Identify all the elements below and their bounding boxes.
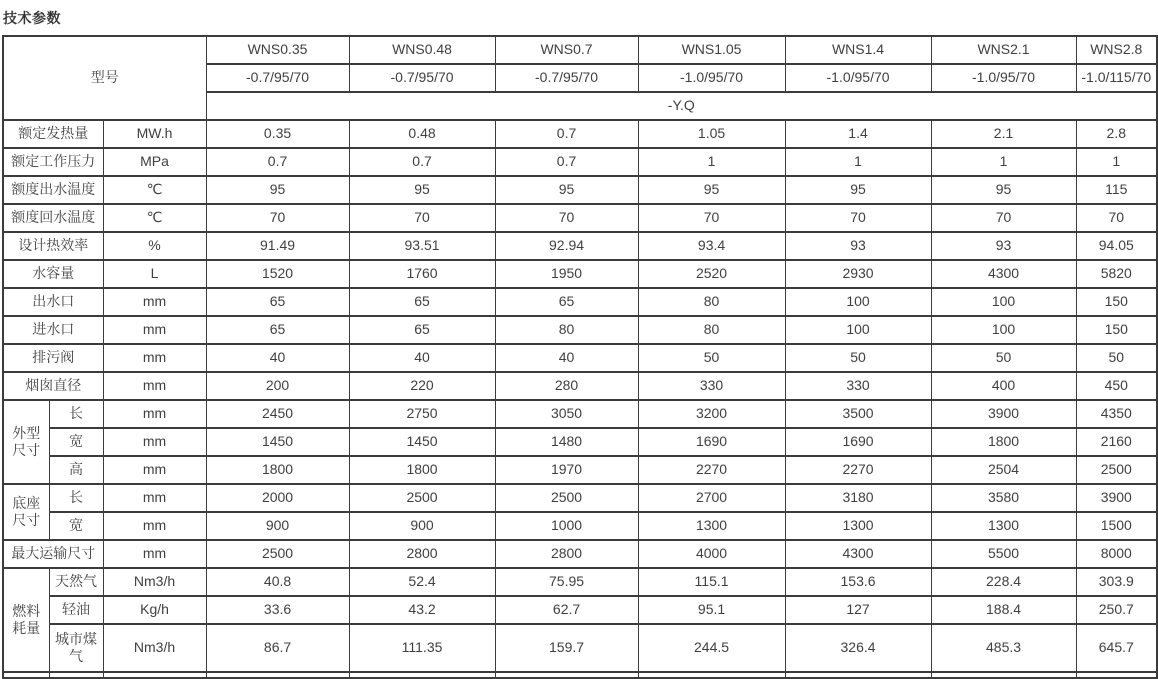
value-cell: 3580: [931, 484, 1076, 512]
table-row: [3, 624, 1157, 672]
value-cell: 200: [206, 372, 349, 400]
value-cell: 280: [495, 372, 638, 400]
value-cell: 485.3: [931, 624, 1076, 672]
row-unit: %: [103, 232, 206, 260]
row-label: 宽: [49, 428, 103, 456]
row-unit: MW.h: [103, 120, 206, 148]
value-cell: 1480: [495, 428, 638, 456]
value-cell: 2270: [638, 456, 785, 484]
value-cell: 65: [495, 288, 638, 316]
fuel-code-cell: -Y.Q: [206, 92, 1157, 120]
value-cell: 1: [638, 148, 785, 176]
value-cell: 50: [785, 344, 931, 372]
value-cell: 65: [206, 288, 349, 316]
empty-cell: [49, 672, 103, 678]
page-title: 技术参数: [3, 10, 61, 26]
value-cell: 1300: [785, 512, 931, 540]
row-label: 长: [49, 400, 103, 428]
model-name-cell: WNS1.05: [638, 36, 785, 64]
value-cell: 95: [349, 176, 495, 204]
empty-cell: [103, 672, 206, 678]
row-unit: Kg/h: [103, 596, 206, 624]
value-cell: 70: [1076, 204, 1157, 232]
table-row: [3, 568, 1157, 596]
table-row: [3, 120, 1157, 148]
table-row: [3, 372, 1157, 400]
value-cell: 52.4: [349, 568, 495, 596]
value-cell: 1690: [638, 428, 785, 456]
model-spec-cell: -0.7/95/70: [495, 64, 638, 92]
value-cell: 95: [785, 176, 931, 204]
row-unit: mm: [103, 400, 206, 428]
row-group-label: 燃料耗量: [3, 568, 49, 672]
value-cell: 100: [785, 316, 931, 344]
model-name-cell: WNS0.48: [349, 36, 495, 64]
value-cell: 1520: [206, 260, 349, 288]
model-spec-cell: -1.0/95/70: [931, 64, 1076, 92]
value-cell: 70: [638, 204, 785, 232]
value-cell: 95: [638, 176, 785, 204]
value-cell: 188.4: [931, 596, 1076, 624]
value-cell: 95: [931, 176, 1076, 204]
value-cell: 100: [785, 288, 931, 316]
row-label: 长: [49, 484, 103, 512]
row-unit: mm: [103, 316, 206, 344]
row-label: 额定工作压力: [3, 148, 103, 176]
value-cell: 111.35: [349, 624, 495, 672]
value-cell: 80: [495, 316, 638, 344]
value-cell: 65: [206, 316, 349, 344]
row-label: 高: [49, 456, 103, 484]
model-spec-cell: -1.0/115/70: [1076, 64, 1157, 92]
value-cell: 250.7: [1076, 596, 1157, 624]
table-row: [3, 232, 1157, 260]
value-cell: 4300: [785, 540, 931, 568]
row-unit: mm: [103, 540, 206, 568]
value-cell: 2500: [495, 484, 638, 512]
value-cell: 40.8: [206, 568, 349, 596]
value-cell: 5500: [931, 540, 1076, 568]
value-cell: 62.7: [495, 596, 638, 624]
value-cell: 1300: [638, 512, 785, 540]
table-row: [3, 512, 1157, 540]
table-row: [3, 344, 1157, 372]
value-cell: 92.94: [495, 232, 638, 260]
model-spec-cell: -1.0/95/70: [785, 64, 931, 92]
value-cell: 326.4: [785, 624, 931, 672]
row-label: 宽: [49, 512, 103, 540]
value-cell: 65: [349, 316, 495, 344]
value-cell: 1.4: [785, 120, 931, 148]
row-unit: mm: [103, 288, 206, 316]
value-cell: 228.4: [931, 568, 1076, 596]
value-cell: 115: [1076, 176, 1157, 204]
value-cell: 1450: [206, 428, 349, 456]
value-cell: 75.95: [495, 568, 638, 596]
value-cell: 1970: [495, 456, 638, 484]
value-cell: 4350: [1076, 400, 1157, 428]
value-cell: 95: [206, 176, 349, 204]
table-row: [3, 428, 1157, 456]
empty-cell: [638, 672, 785, 678]
value-cell: 50: [638, 344, 785, 372]
table-row: [3, 484, 1157, 512]
row-label: 设计热效率: [3, 232, 103, 260]
empty-cell: [785, 672, 931, 678]
value-cell: 70: [349, 204, 495, 232]
value-cell: 95.1: [638, 596, 785, 624]
value-cell: 3180: [785, 484, 931, 512]
value-cell: 0.7: [206, 148, 349, 176]
value-cell: 0.7: [349, 148, 495, 176]
value-cell: 2450: [206, 400, 349, 428]
value-cell: 2930: [785, 260, 931, 288]
value-cell: 1: [1076, 148, 1157, 176]
value-cell: 1: [931, 148, 1076, 176]
value-cell: 2500: [349, 484, 495, 512]
value-cell: 303.9: [1076, 568, 1157, 596]
row-label: 水容量: [3, 260, 103, 288]
table-row: [3, 260, 1157, 288]
table-row: [3, 400, 1157, 428]
row-label: 轻油: [49, 596, 103, 624]
value-cell: 4000: [638, 540, 785, 568]
table-row: [3, 148, 1157, 176]
model-name-cell: WNS0.35: [206, 36, 349, 64]
value-cell: 1450: [349, 428, 495, 456]
row-unit: Nm3/h: [103, 624, 206, 672]
value-cell: 100: [931, 316, 1076, 344]
value-cell: 94.05: [1076, 232, 1157, 260]
value-cell: 330: [638, 372, 785, 400]
value-cell: 33.6: [206, 596, 349, 624]
value-cell: 86.7: [206, 624, 349, 672]
table-body: [3, 120, 1157, 678]
empty-cell: [931, 672, 1076, 678]
value-cell: 2000: [206, 484, 349, 512]
table-row: [3, 288, 1157, 316]
value-cell: 8000: [1076, 540, 1157, 568]
row-unit: mm: [103, 456, 206, 484]
empty-cell: [1076, 672, 1157, 678]
value-cell: 4300: [931, 260, 1076, 288]
technical-parameters-table: [2, 35, 1158, 679]
value-cell: 1800: [349, 456, 495, 484]
value-cell: 1.05: [638, 120, 785, 148]
value-cell: 3500: [785, 400, 931, 428]
value-cell: 40: [495, 344, 638, 372]
value-cell: 80: [638, 288, 785, 316]
table-header: [3, 36, 1157, 120]
header-row-models: [3, 36, 1157, 64]
value-cell: 1760: [349, 260, 495, 288]
value-cell: 1300: [931, 512, 1076, 540]
value-cell: 159.7: [495, 624, 638, 672]
row-unit: ℃: [103, 204, 206, 232]
table-row: [3, 176, 1157, 204]
value-cell: 80: [638, 316, 785, 344]
table-row: [3, 596, 1157, 624]
value-cell: 2750: [349, 400, 495, 428]
row-label: 进水口: [3, 316, 103, 344]
value-cell: 150: [1076, 316, 1157, 344]
row-group-label: 外型尺寸: [3, 400, 49, 484]
value-cell: 70: [785, 204, 931, 232]
value-cell: 93.4: [638, 232, 785, 260]
value-cell: 95: [495, 176, 638, 204]
row-unit: mm: [103, 344, 206, 372]
value-cell: 93: [931, 232, 1076, 260]
value-cell: 3200: [638, 400, 785, 428]
table-row: [3, 456, 1157, 484]
value-cell: 900: [349, 512, 495, 540]
row-label: 额定发热量: [3, 120, 103, 148]
value-cell: 2160: [1076, 428, 1157, 456]
model-spec-cell: -0.7/95/70: [349, 64, 495, 92]
model-header-cell: 型号: [3, 36, 206, 120]
value-cell: 0.35: [206, 120, 349, 148]
value-cell: 70: [206, 204, 349, 232]
value-cell: 0.48: [349, 120, 495, 148]
value-cell: 100: [931, 288, 1076, 316]
value-cell: 1800: [931, 428, 1076, 456]
value-cell: 0.7: [495, 148, 638, 176]
value-cell: 1950: [495, 260, 638, 288]
row-unit: Nm3/h: [103, 568, 206, 596]
empty-cell: [206, 672, 349, 678]
value-cell: 70: [495, 204, 638, 232]
value-cell: 127: [785, 596, 931, 624]
table-row: [3, 204, 1157, 232]
value-cell: 93: [785, 232, 931, 260]
value-cell: 65: [349, 288, 495, 316]
value-cell: 1: [785, 148, 931, 176]
value-cell: 40: [349, 344, 495, 372]
value-cell: 153.6: [785, 568, 931, 596]
value-cell: 2520: [638, 260, 785, 288]
row-unit: ℃: [103, 176, 206, 204]
row-unit: L: [103, 260, 206, 288]
value-cell: 1690: [785, 428, 931, 456]
value-cell: 5820: [1076, 260, 1157, 288]
value-cell: 91.49: [206, 232, 349, 260]
value-cell: 2700: [638, 484, 785, 512]
row-label: 额度出水温度: [3, 176, 103, 204]
row-label: 天然气: [49, 568, 103, 596]
value-cell: 2.1: [931, 120, 1076, 148]
value-cell: 40: [206, 344, 349, 372]
value-cell: 1800: [206, 456, 349, 484]
value-cell: 330: [785, 372, 931, 400]
value-cell: 150: [1076, 288, 1157, 316]
value-cell: 2504: [931, 456, 1076, 484]
value-cell: 220: [349, 372, 495, 400]
table-row: [3, 316, 1157, 344]
value-cell: 2.8: [1076, 120, 1157, 148]
empty-cell: [495, 672, 638, 678]
value-cell: 2800: [495, 540, 638, 568]
row-unit: MPa: [103, 148, 206, 176]
empty-cell: [3, 672, 49, 678]
model-spec-cell: -0.7/95/70: [206, 64, 349, 92]
model-spec-cell: -1.0/95/70: [638, 64, 785, 92]
row-label: 额度回水温度: [3, 204, 103, 232]
value-cell: 900: [206, 512, 349, 540]
value-cell: 3050: [495, 400, 638, 428]
value-cell: 2500: [206, 540, 349, 568]
value-cell: 50: [1076, 344, 1157, 372]
empty-strip-row: [3, 672, 1157, 678]
value-cell: 450: [1076, 372, 1157, 400]
value-cell: 3900: [1076, 484, 1157, 512]
row-label: 最大运输尺寸: [3, 540, 103, 568]
model-name-cell: WNS2.1: [931, 36, 1076, 64]
value-cell: 115.1: [638, 568, 785, 596]
value-cell: 43.2: [349, 596, 495, 624]
model-name-cell: WNS2.8: [1076, 36, 1157, 64]
row-label: 城市煤气: [49, 624, 103, 672]
value-cell: 0.7: [495, 120, 638, 148]
model-name-cell: WNS0.7: [495, 36, 638, 64]
row-label: 烟囱直径: [3, 372, 103, 400]
value-cell: 645.7: [1076, 624, 1157, 672]
value-cell: 70: [931, 204, 1076, 232]
value-cell: 1000: [495, 512, 638, 540]
empty-cell: [349, 672, 495, 678]
model-name-cell: WNS1.4: [785, 36, 931, 64]
row-unit: mm: [103, 484, 206, 512]
row-label: 出水口: [3, 288, 103, 316]
table-row: [3, 540, 1157, 568]
value-cell: 3900: [931, 400, 1076, 428]
value-cell: 2500: [1076, 456, 1157, 484]
row-unit: mm: [103, 372, 206, 400]
value-cell: 2270: [785, 456, 931, 484]
value-cell: 50: [931, 344, 1076, 372]
value-cell: 1500: [1076, 512, 1157, 540]
row-group-label: 底座尺寸: [3, 484, 49, 540]
row-label: 排污阀: [3, 344, 103, 372]
row-unit: mm: [103, 428, 206, 456]
value-cell: 93.51: [349, 232, 495, 260]
value-cell: 400: [931, 372, 1076, 400]
value-cell: 2800: [349, 540, 495, 568]
value-cell: 244.5: [638, 624, 785, 672]
row-unit: mm: [103, 512, 206, 540]
